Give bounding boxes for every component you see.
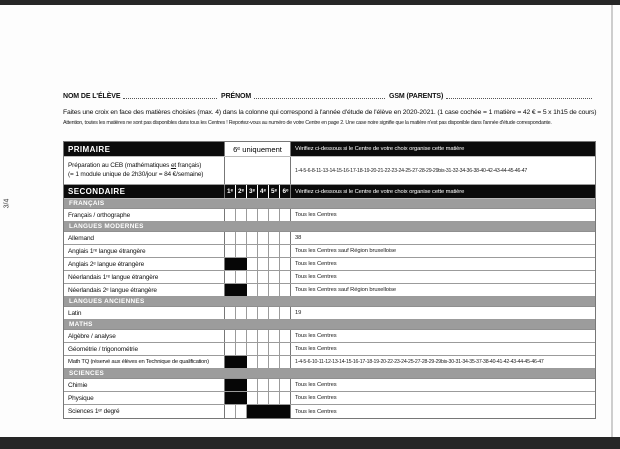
check-cell-4[interactable] (258, 356, 269, 368)
centres-availability: Tous les Centres (295, 212, 337, 218)
ceb-label-line2: (= 1 module unique de 2h30/jour = 84 €/semaine) (68, 170, 204, 178)
field-nom-eleve (63, 90, 221, 100)
centres-availability: Tous les Centres (295, 382, 337, 388)
check-cell-5[interactable] (269, 392, 280, 404)
check-cell-1[interactable] (225, 307, 236, 319)
gsm-parents-label: GSM (PARENTS) (389, 93, 444, 100)
centres-availability: Tous les Centres sauf Région bruxelloise (295, 287, 397, 293)
blocked-cell (280, 405, 291, 418)
row-label-cell (64, 245, 225, 257)
check-cell-1[interactable] (225, 271, 236, 283)
check-cell-6[interactable] (280, 356, 291, 368)
centres-availability: 1-4-5-6-10-11-12-13-14-15-16-17-18-19-20-22-23-24-25-27-28-29-29bis-30-31-34-35-37-38-40-41-42-43-44-45-46-47 (295, 359, 544, 365)
row-label-cell (64, 405, 225, 418)
blocked-cell (247, 405, 258, 418)
row-label-cell (64, 232, 225, 244)
row-label: Néerlandais 2ᵉ langue étrangère (68, 286, 157, 294)
row-label: Anglais 1ʳᵉ langue étrangère (68, 247, 146, 255)
check-cell-6[interactable] (280, 209, 291, 221)
year-checkboxes (225, 284, 291, 296)
year-column-header-5: 5ᵉ (269, 185, 280, 198)
check-cell-3[interactable] (247, 258, 258, 270)
check-cell-2[interactable] (236, 232, 247, 244)
row-label: Math TQ (réservé aux élèves en Technique de qualification) (68, 359, 209, 365)
check-cell-1[interactable] (225, 209, 236, 221)
blocked-cell (236, 356, 247, 368)
row-label: Géométrie / trigonométrie (68, 345, 138, 353)
table-row (64, 209, 595, 222)
row-label: Français / orthographe (68, 211, 131, 219)
check-cell-6[interactable] (280, 330, 291, 342)
ceb-label-line1-pre: Préparation au CEB (mathématiques (68, 162, 171, 170)
check-cell-5[interactable] (269, 232, 280, 244)
check-cell-4[interactable] (258, 245, 269, 257)
check-cell-4[interactable] (258, 258, 269, 270)
check-cell-5[interactable] (269, 379, 280, 391)
check-cell-2[interactable] (236, 271, 247, 283)
section-bar-2 (64, 297, 595, 307)
centres-availability: Tous les Centres sauf Région bruxelloise (295, 248, 397, 254)
check-cell-2[interactable] (236, 343, 247, 355)
check-cell-6[interactable] (280, 392, 291, 404)
check-cell-4[interactable] (258, 271, 269, 283)
year-checkboxes (225, 392, 291, 404)
ceb-centres-availability: 1-4-5-6-8-11-13-14-15-16-17-18-19-20-21-22-23-24-25-27-28-29-29bis-31-32-34-36-38-40-42-43-44-45-46-47 (295, 167, 528, 174)
check-cell-3[interactable] (247, 232, 258, 244)
check-cell-2[interactable] (236, 330, 247, 342)
primaire-title: PRIMAIRE (64, 142, 225, 156)
section-title: MATHS (69, 321, 93, 328)
secondaire-year-headers (225, 185, 291, 198)
check-cell-2[interactable] (236, 405, 247, 418)
check-cell-2[interactable] (236, 209, 247, 221)
year-column-header-2: 2ᵉ (236, 185, 247, 198)
check-cell-5[interactable] (269, 258, 280, 270)
row-label-cell (64, 284, 225, 296)
check-cell-3[interactable] (247, 271, 258, 283)
section-bar-0 (64, 199, 595, 209)
centres-availability: Tous les Centres (295, 408, 337, 415)
row-label-cell (64, 258, 225, 270)
row-label: Anglais 2ᵉ langue étrangère (68, 260, 145, 268)
row-label-cell (64, 330, 225, 342)
check-cell-3[interactable] (247, 379, 258, 391)
check-cell-6[interactable] (280, 307, 291, 319)
check-cell-3[interactable] (247, 330, 258, 342)
table-row (64, 271, 595, 284)
prenom-label: PRÉNOM (221, 93, 252, 100)
section-title: LANGUES ANCIENNES (69, 298, 145, 305)
year-column-header-4: 4ᵉ (258, 185, 269, 198)
blocked-cell (225, 356, 236, 368)
check-cell-1[interactable] (225, 330, 236, 342)
check-cell-6[interactable] (280, 232, 291, 244)
blocked-cell (225, 258, 236, 270)
ceb-label-line1 (68, 162, 201, 170)
check-cell-4[interactable] (258, 232, 269, 244)
row-label: Sciences 1ᵉʳ degré (68, 408, 120, 415)
centres-availability: Tous les Centres (295, 274, 337, 280)
row-label-cell (64, 343, 225, 355)
instructions-line1: Faites une croix en face des matières choisies (max. 4) dans la colonne qui correspond à l'année d'étude de l'élève en 2020-2021. (1 case cochée = 1 matière = 42 € = 5 x 1h15 de cours) (63, 109, 597, 116)
check-cell-1[interactable] (225, 232, 236, 244)
ceb-row (64, 157, 595, 185)
field-prenom (221, 90, 389, 100)
row-label: Algèbre / analyse (68, 332, 116, 340)
check-cell-6[interactable] (280, 379, 291, 391)
year-checkboxes (225, 356, 291, 368)
check-cell-1[interactable] (225, 245, 236, 257)
page-number-side-label: 3/4 (3, 198, 11, 209)
check-cell-3[interactable] (247, 343, 258, 355)
bottom-border-bar (0, 437, 620, 449)
year-checkboxes (225, 209, 291, 221)
top-border-bar (0, 0, 620, 5)
check-cell-6[interactable] (280, 343, 291, 355)
check-cell-2[interactable] (236, 245, 247, 257)
table-row (64, 232, 595, 245)
ceb-checkbox-cell[interactable] (225, 157, 291, 184)
row-label-cell (64, 392, 225, 404)
row-label: Chimie (68, 381, 88, 389)
check-cell-6[interactable] (280, 258, 291, 270)
check-cell-3[interactable] (247, 209, 258, 221)
table-row (64, 356, 595, 369)
check-cell-1[interactable] (225, 343, 236, 355)
page-edge-line (611, 5, 613, 437)
table-row (64, 258, 595, 271)
row-label: Physique (68, 394, 94, 402)
instructions-block (63, 109, 596, 126)
check-cell-6[interactable] (280, 284, 291, 296)
blocked-cell (236, 258, 247, 270)
centres-availability: 38 (295, 235, 302, 241)
check-cell-5[interactable] (269, 330, 280, 342)
table-row (64, 245, 595, 258)
check-cell-3[interactable] (247, 356, 258, 368)
table-row (64, 343, 595, 356)
table-row (64, 330, 595, 343)
nom-eleve-label: NOM DE L'ÉLÈVE (63, 93, 121, 100)
centres-availability: Tous les Centres (295, 333, 337, 339)
check-cell-5[interactable] (269, 209, 280, 221)
check-cell-3[interactable] (247, 245, 258, 257)
check-cell-5[interactable] (269, 271, 280, 283)
check-cell-1[interactable] (225, 405, 236, 418)
row-label-cell (64, 209, 225, 221)
year-column-header-3: 3ᵉ (247, 185, 258, 198)
year-checkboxes (225, 343, 291, 355)
year-column-header-1: 1ᵉ (225, 185, 236, 198)
check-cell-3[interactable] (247, 284, 258, 296)
check-cell-4[interactable] (258, 343, 269, 355)
secondaire-title: SECONDAIRE (64, 185, 225, 198)
secondaire-centres-header: Vérifiez ci-dessous si le Centre de votre choix organise cette matière (295, 188, 465, 195)
table-row (64, 284, 595, 297)
blocked-cell (269, 405, 280, 418)
year-checkboxes (225, 379, 291, 391)
row-label: Allemand (68, 234, 94, 242)
prenom-write-line[interactable] (254, 90, 385, 99)
year-checkboxes (225, 258, 291, 270)
check-cell-4[interactable] (258, 209, 269, 221)
year-checkboxes (225, 245, 291, 257)
subjects-table (63, 141, 596, 419)
check-cell-3[interactable] (247, 392, 258, 404)
ceb-label-line1-post: français) (176, 162, 202, 170)
row-label: Latin (68, 309, 82, 317)
check-cell-4[interactable] (258, 379, 269, 391)
field-gsm-parents (389, 90, 596, 100)
blocked-cell (225, 379, 236, 391)
check-cell-2[interactable] (236, 307, 247, 319)
blocked-cell (236, 392, 247, 404)
check-cell-5[interactable] (269, 245, 280, 257)
section-bar-3 (64, 320, 595, 330)
primaire-year-header: 6ᵉ uniquement (225, 142, 291, 156)
section-title: FRANÇAIS (69, 200, 105, 207)
check-cell-6[interactable] (280, 271, 291, 283)
check-cell-5[interactable] (269, 343, 280, 355)
section-title: SCIENCES (69, 370, 105, 377)
blocked-cell (258, 405, 269, 418)
year-checkboxes (225, 271, 291, 283)
year-checkboxes (225, 307, 291, 319)
check-cell-6[interactable] (280, 245, 291, 257)
section-bar-1 (64, 222, 595, 232)
primaire-header-row (64, 142, 595, 157)
secondaire-header-row (64, 185, 595, 199)
check-cell-4[interactable] (258, 284, 269, 296)
check-cell-5[interactable] (269, 307, 280, 319)
table-row (64, 392, 595, 405)
check-cell-5[interactable] (269, 284, 280, 296)
nom-eleve-write-line[interactable] (123, 90, 217, 99)
row-label: Néerlandais 1ʳᵉ langue étrangère (68, 273, 159, 281)
gsm-parents-write-line[interactable] (446, 90, 592, 99)
blocked-cell (236, 379, 247, 391)
centres-availability: Tous les Centres (295, 346, 337, 352)
table-row (64, 379, 595, 392)
check-cell-5[interactable] (269, 356, 280, 368)
blocked-cell (236, 284, 247, 296)
centres-availability: 19 (295, 310, 302, 316)
section-bar-4 (64, 369, 595, 379)
check-cell-4[interactable] (258, 330, 269, 342)
table-row (64, 405, 595, 418)
instructions-line2: Attention, toutes les matières ne sont pas disponibles dans tous les Centres ! Reportez-vous au numéro de votre Centre en page 2. Une case noire signifie que la matière n'est pas disponible dans l'année d'étude correspondante. (63, 120, 552, 126)
section-title: LANGUES MODERNES (69, 223, 144, 230)
primaire-centres-header: Vérifiez ci-dessous si le Centre de votre choix organise cette matière (295, 146, 465, 152)
ceb-subject-label (64, 157, 225, 184)
row-label-cell (64, 356, 225, 368)
ceb-label-line1-underlined: et (170, 162, 177, 170)
check-cell-4[interactable] (258, 392, 269, 404)
check-cell-4[interactable] (258, 307, 269, 319)
blocked-cell (225, 392, 236, 404)
centres-availability: Tous les Centres (295, 395, 337, 401)
row-label-cell (64, 379, 225, 391)
year-checkboxes (225, 232, 291, 244)
blocked-cell (225, 284, 236, 296)
year-checkboxes (225, 330, 291, 342)
centres-availability: Tous les Centres (295, 261, 337, 267)
identity-fields-row (63, 90, 596, 100)
row-label-cell (64, 271, 225, 283)
check-cell-3[interactable] (247, 307, 258, 319)
year-checkboxes (225, 405, 291, 418)
table-row (64, 307, 595, 320)
row-label-cell (64, 307, 225, 319)
year-column-header-6: 6ᵉ (280, 185, 291, 198)
